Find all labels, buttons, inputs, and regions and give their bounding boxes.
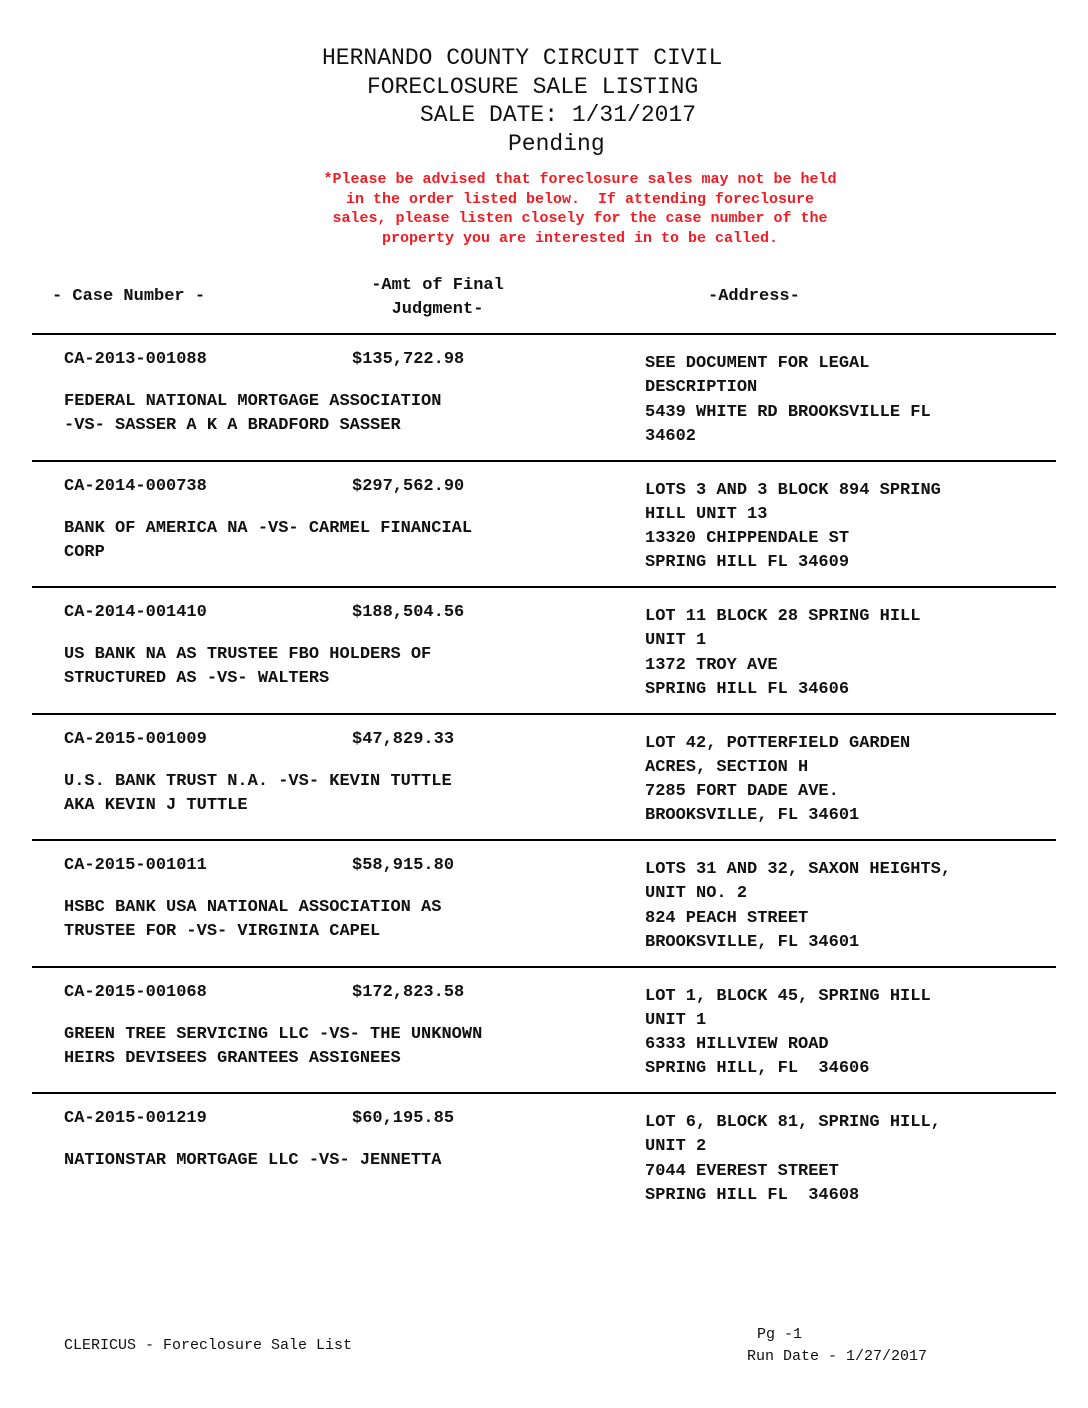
address-line: SEE DOCUMENT FOR LEGAL	[645, 354, 870, 373]
parties-line: GREEN TREE SERVICING LLC -VS- THE UNKNOWN	[64, 1024, 483, 1044]
address-line: SPRING HILL FL 34608	[645, 1185, 860, 1205]
judgment-amount: $297,562.90	[352, 476, 465, 496]
case-parties	[64, 517, 472, 566]
address-line: 34602	[645, 426, 697, 446]
case-row	[0, 587, 1088, 713]
address-line: UNIT 1	[645, 631, 707, 651]
judgment-amount: $60,195.85	[352, 1109, 455, 1128]
judgment-amount: $172,823.58	[352, 982, 465, 1002]
parties-line: HEIRS DEVISEES GRANTEES ASSIGNEES	[64, 1048, 401, 1068]
address-line: LOT 42, POTTERFIELD GARDEN	[645, 733, 911, 753]
property-address	[645, 1111, 941, 1208]
column-header-amount	[350, 274, 525, 322]
address-line: 13320 CHIPPENDALE ST	[645, 529, 850, 549]
judgment-amount: $47,829.33	[352, 729, 455, 749]
case-row	[0, 840, 1088, 966]
case-parties	[64, 1149, 441, 1173]
property-address	[645, 732, 910, 829]
address-line: LOT 6, BLOCK 81, SPRING HILL,	[645, 1113, 941, 1132]
case-number: CA-2013-001088	[64, 350, 207, 369]
amount-header-line1: -Amt of Final	[371, 276, 504, 295]
address-line: 5439 WHITE RD BROOKSVILLE FL	[645, 402, 931, 422]
property-address	[645, 352, 931, 449]
notice-line: property you are interested in to be called.	[381, 229, 779, 247]
parties-line: BANK OF AMERICA NA -VS- CARMEL FINANCIAL	[64, 518, 473, 538]
address-line: 7285 FORT DADE AVE.	[645, 782, 839, 802]
case-row	[0, 334, 1088, 460]
address-line: UNIT 2	[645, 1137, 707, 1157]
case-row	[0, 714, 1088, 840]
judgment-amount: $188,504.56	[352, 603, 465, 622]
case-number: CA-2015-001011	[64, 856, 207, 875]
parties-line: TRUSTEE FOR -VS- VIRGINIA CAPEL	[64, 922, 381, 942]
property-address	[645, 985, 931, 1082]
address-line: 1372 TROY AVE	[645, 655, 778, 675]
case-parties	[64, 896, 441, 945]
address-line: HILL UNIT 13	[645, 504, 768, 524]
case-row	[0, 1093, 1088, 1219]
parties-line: -VS- SASSER A K A BRADFORD SASSER	[64, 416, 401, 436]
address-line: UNIT 1	[645, 1010, 707, 1030]
notice-line: in the order listed below. If attending foreclosure	[345, 190, 815, 208]
address-line: 824 PEACH STREET	[645, 908, 809, 928]
report-subtitle: FORECLOSURE SALE LISTING	[367, 73, 699, 100]
parties-line: NATIONSTAR MORTGAGE LLC -VS- JENNETTA	[64, 1151, 442, 1170]
parties-line: US BANK NA AS TRUSTEE FBO HOLDERS OF	[64, 645, 432, 664]
case-row	[0, 967, 1088, 1093]
parties-line: STRUCTURED AS -VS- WALTERS	[64, 669, 330, 689]
case-number: CA-2015-001009	[64, 729, 207, 749]
judgment-amount: $135,722.98	[352, 350, 465, 369]
case-parties	[64, 1023, 482, 1072]
footer-run-date: Run Date - 1/27/2017	[747, 1348, 928, 1365]
address-line: LOTS 3 AND 3 BLOCK 894 SPRING	[645, 480, 941, 500]
amount-header-line2: Judgment-	[391, 300, 484, 319]
parties-line: FEDERAL NATIONAL MORTGAGE ASSOCIATION	[64, 392, 442, 411]
address-line: LOT 11 BLOCK 28 SPRING HILL	[645, 607, 921, 626]
parties-line: HSBC BANK USA NATIONAL ASSOCIATION AS	[64, 898, 442, 917]
case-number: CA-2014-001410	[64, 603, 207, 622]
status-label: Pending	[508, 130, 605, 157]
address-line: BROOKSVILLE, FL 34601	[645, 932, 860, 952]
address-line: BROOKSVILLE, FL 34601	[645, 806, 860, 826]
judgment-amount: $58,915.80	[352, 856, 455, 875]
notice-line: sales, please listen closely for the case number of the	[332, 210, 828, 227]
case-number: CA-2014-000738	[64, 476, 207, 496]
column-header-address: -Address-	[708, 287, 800, 306]
address-line: SPRING HILL, FL 34606	[645, 1059, 870, 1079]
advisory-notice	[230, 170, 930, 248]
parties-line: U.S. BANK TRUST N.A. -VS- KEVIN TUTTLE	[64, 771, 452, 791]
parties-line: CORP	[64, 542, 105, 562]
address-line: 6333 HILLVIEW ROAD	[645, 1035, 829, 1055]
case-number: CA-2015-001068	[64, 982, 207, 1002]
property-address	[645, 605, 920, 702]
column-header-case-number: - Case Number -	[52, 287, 206, 306]
address-line: ACRES, SECTION H	[645, 757, 809, 777]
property-address	[645, 479, 941, 576]
case-row	[0, 461, 1088, 587]
address-line: UNIT NO. 2	[645, 884, 748, 904]
report-title: HERNANDO COUNTY CIRCUIT CIVIL	[322, 45, 723, 71]
case-parties	[64, 770, 452, 819]
footer-system-name: CLERICUS - Foreclosure Sale List	[64, 1337, 353, 1354]
address-line: SPRING HILL FL 34606	[645, 679, 850, 699]
address-line: LOT 1, BLOCK 45, SPRING HILL	[645, 986, 931, 1006]
sale-date: SALE DATE: 1/31/2017	[420, 102, 697, 128]
notice-line: *Please be advised that foreclosure sales may not be held	[323, 171, 837, 188]
address-line: 7044 EVEREST STREET	[645, 1161, 839, 1181]
case-parties	[64, 643, 431, 692]
footer-page-number: Pg -1	[757, 1326, 803, 1343]
property-address	[645, 858, 951, 955]
address-line: LOTS 31 AND 32, SAXON HEIGHTS,	[645, 860, 952, 879]
address-line: SPRING HILL FL 34609	[645, 553, 850, 573]
address-line: DESCRIPTION	[645, 378, 758, 398]
case-number: CA-2015-001219	[64, 1109, 207, 1128]
case-parties	[64, 390, 441, 439]
parties-line: AKA KEVIN J TUTTLE	[64, 795, 248, 815]
